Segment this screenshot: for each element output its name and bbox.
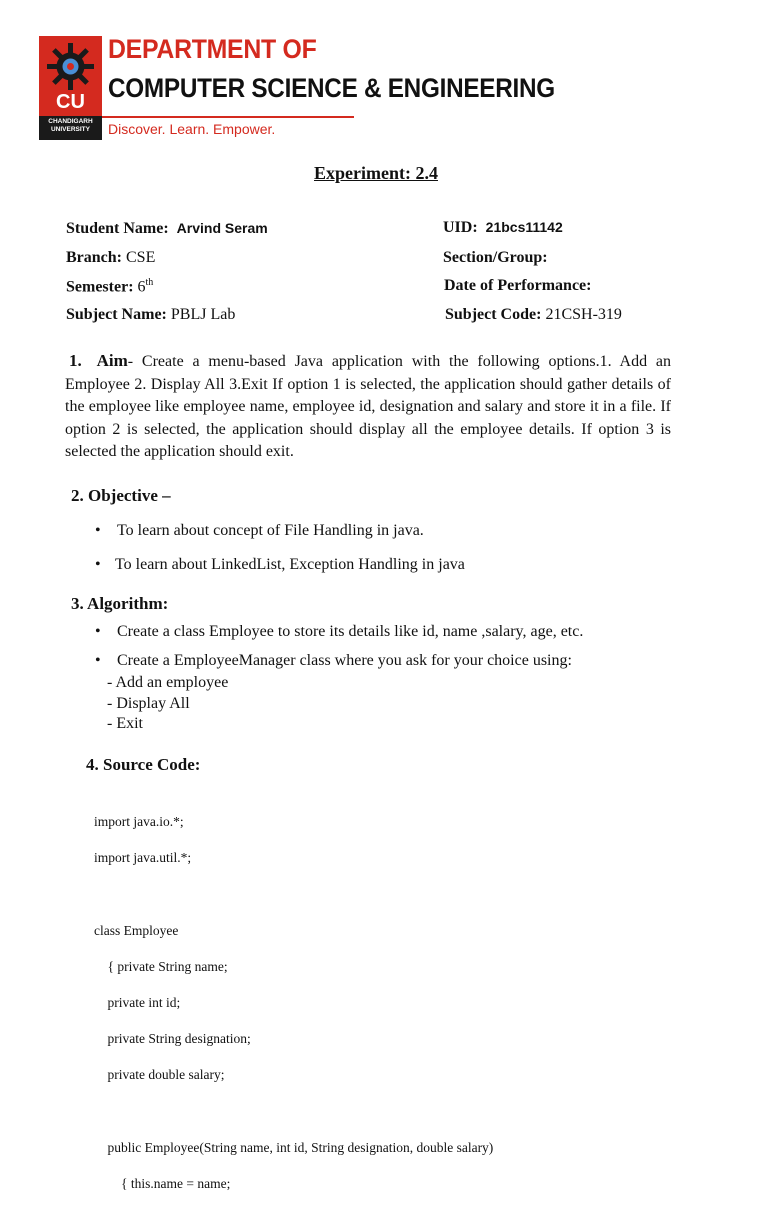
department-title-line1: DEPARTMENT OF xyxy=(108,34,317,64)
uid-value: 21bcs11142 xyxy=(485,219,563,235)
code-line: import java.io.*; xyxy=(94,814,184,830)
algorithm-subitems xyxy=(107,673,228,735)
department-title-line2: COMPUTER SCIENCE & ENGINEERING xyxy=(108,73,555,103)
bullet-icon: • xyxy=(95,623,101,640)
code-line: public Employee(String name, int id, String designation, double salary) xyxy=(94,1139,494,1155)
branch-value: CSE xyxy=(126,249,156,266)
experiment-title: Experiment: 2.4 xyxy=(314,163,438,183)
algorithm-item-text: Create a EmployeeManager class where you ask for your choice using: xyxy=(117,652,572,669)
algorithm-item xyxy=(95,652,572,670)
branch-label: Branch: xyxy=(66,249,122,266)
subject-name-label: Subject Name: xyxy=(66,306,167,323)
code-line: class Employee xyxy=(94,922,179,938)
logo-university-text: CHANDIGARH UNIVERSITY xyxy=(48,118,93,133)
code-line xyxy=(94,1103,493,1121)
header-divider xyxy=(102,116,354,118)
logo-cu-text: CU xyxy=(56,91,85,113)
code-line: private double salary; xyxy=(94,1067,225,1083)
code-line xyxy=(94,885,493,903)
algorithm-subitem: - Display All xyxy=(107,694,190,712)
uid-label: UID: xyxy=(443,219,478,236)
section-row xyxy=(443,249,548,267)
semester-suffix: th xyxy=(145,277,154,288)
semester-row xyxy=(66,277,153,296)
objective-item xyxy=(95,522,424,540)
gear-emblem-icon xyxy=(45,41,96,92)
semester-label: Semester: xyxy=(66,278,134,296)
code-line: { this.name = name; xyxy=(94,1175,231,1191)
date-row xyxy=(444,277,591,295)
subject-code-row xyxy=(445,306,622,324)
objective-item xyxy=(95,556,465,574)
subject-name-row xyxy=(66,306,235,324)
bullet-icon: • xyxy=(95,556,101,573)
student-name-label: Student Name: xyxy=(66,220,169,237)
algorithm-item xyxy=(95,623,583,641)
student-name-value: Arvind Seram xyxy=(176,220,268,236)
semester-value: 6 xyxy=(137,278,146,296)
branch-row xyxy=(66,249,155,267)
university-logo xyxy=(39,36,102,140)
aim-number: 1. xyxy=(69,351,82,370)
section-label: Section/Group: xyxy=(443,249,548,266)
algorithm-subitem: - Exit xyxy=(107,715,143,732)
objective-item-text: To learn about LinkedList, Exception Handling in java xyxy=(115,556,465,573)
aim-section xyxy=(65,350,671,464)
source-code-heading: 4. Source Code: xyxy=(86,755,201,774)
algorithm-subitem: - Add an employee xyxy=(107,674,229,691)
algorithm-heading: 3. Algorithm: xyxy=(71,594,169,613)
bullet-icon: • xyxy=(95,522,101,539)
aim-label: Aim xyxy=(96,351,128,370)
subject-code-label: Subject Code: xyxy=(445,306,542,323)
source-code-block xyxy=(94,795,493,1211)
subject-code-value: 21CSH-319 xyxy=(545,306,622,323)
uid-row xyxy=(443,219,563,237)
objective-heading: 2. Objective – xyxy=(71,486,171,505)
code-line: private int id; xyxy=(94,995,181,1011)
algorithm-item-text: Create a class Employee to store its details like id, name ,salary, age, etc. xyxy=(117,623,584,640)
objective-item-text: To learn about concept of File Handling in java. xyxy=(117,522,424,539)
date-label: Date of Performance: xyxy=(444,277,592,294)
code-line: { private String name; xyxy=(94,958,228,974)
student-name-row xyxy=(66,220,268,238)
code-line: private String designation; xyxy=(94,1031,251,1047)
tagline: Discover. Learn. Empower. xyxy=(108,121,276,137)
subject-name-value: PBLJ Lab xyxy=(170,306,236,323)
bullet-icon: • xyxy=(95,652,101,669)
aim-text: - Create a menu-based Java application with the following options.1. Add an Employee 2. Display All 3.Exit If option 1 is selected, the application should gather details of the employee like employee name, employee id, designation and salary and store it in a file. If option 2 is selected, the application should display all the employee details. If option 3 is selected the application should exit. xyxy=(65,353,672,460)
code-line: import java.util.*; xyxy=(94,850,192,866)
